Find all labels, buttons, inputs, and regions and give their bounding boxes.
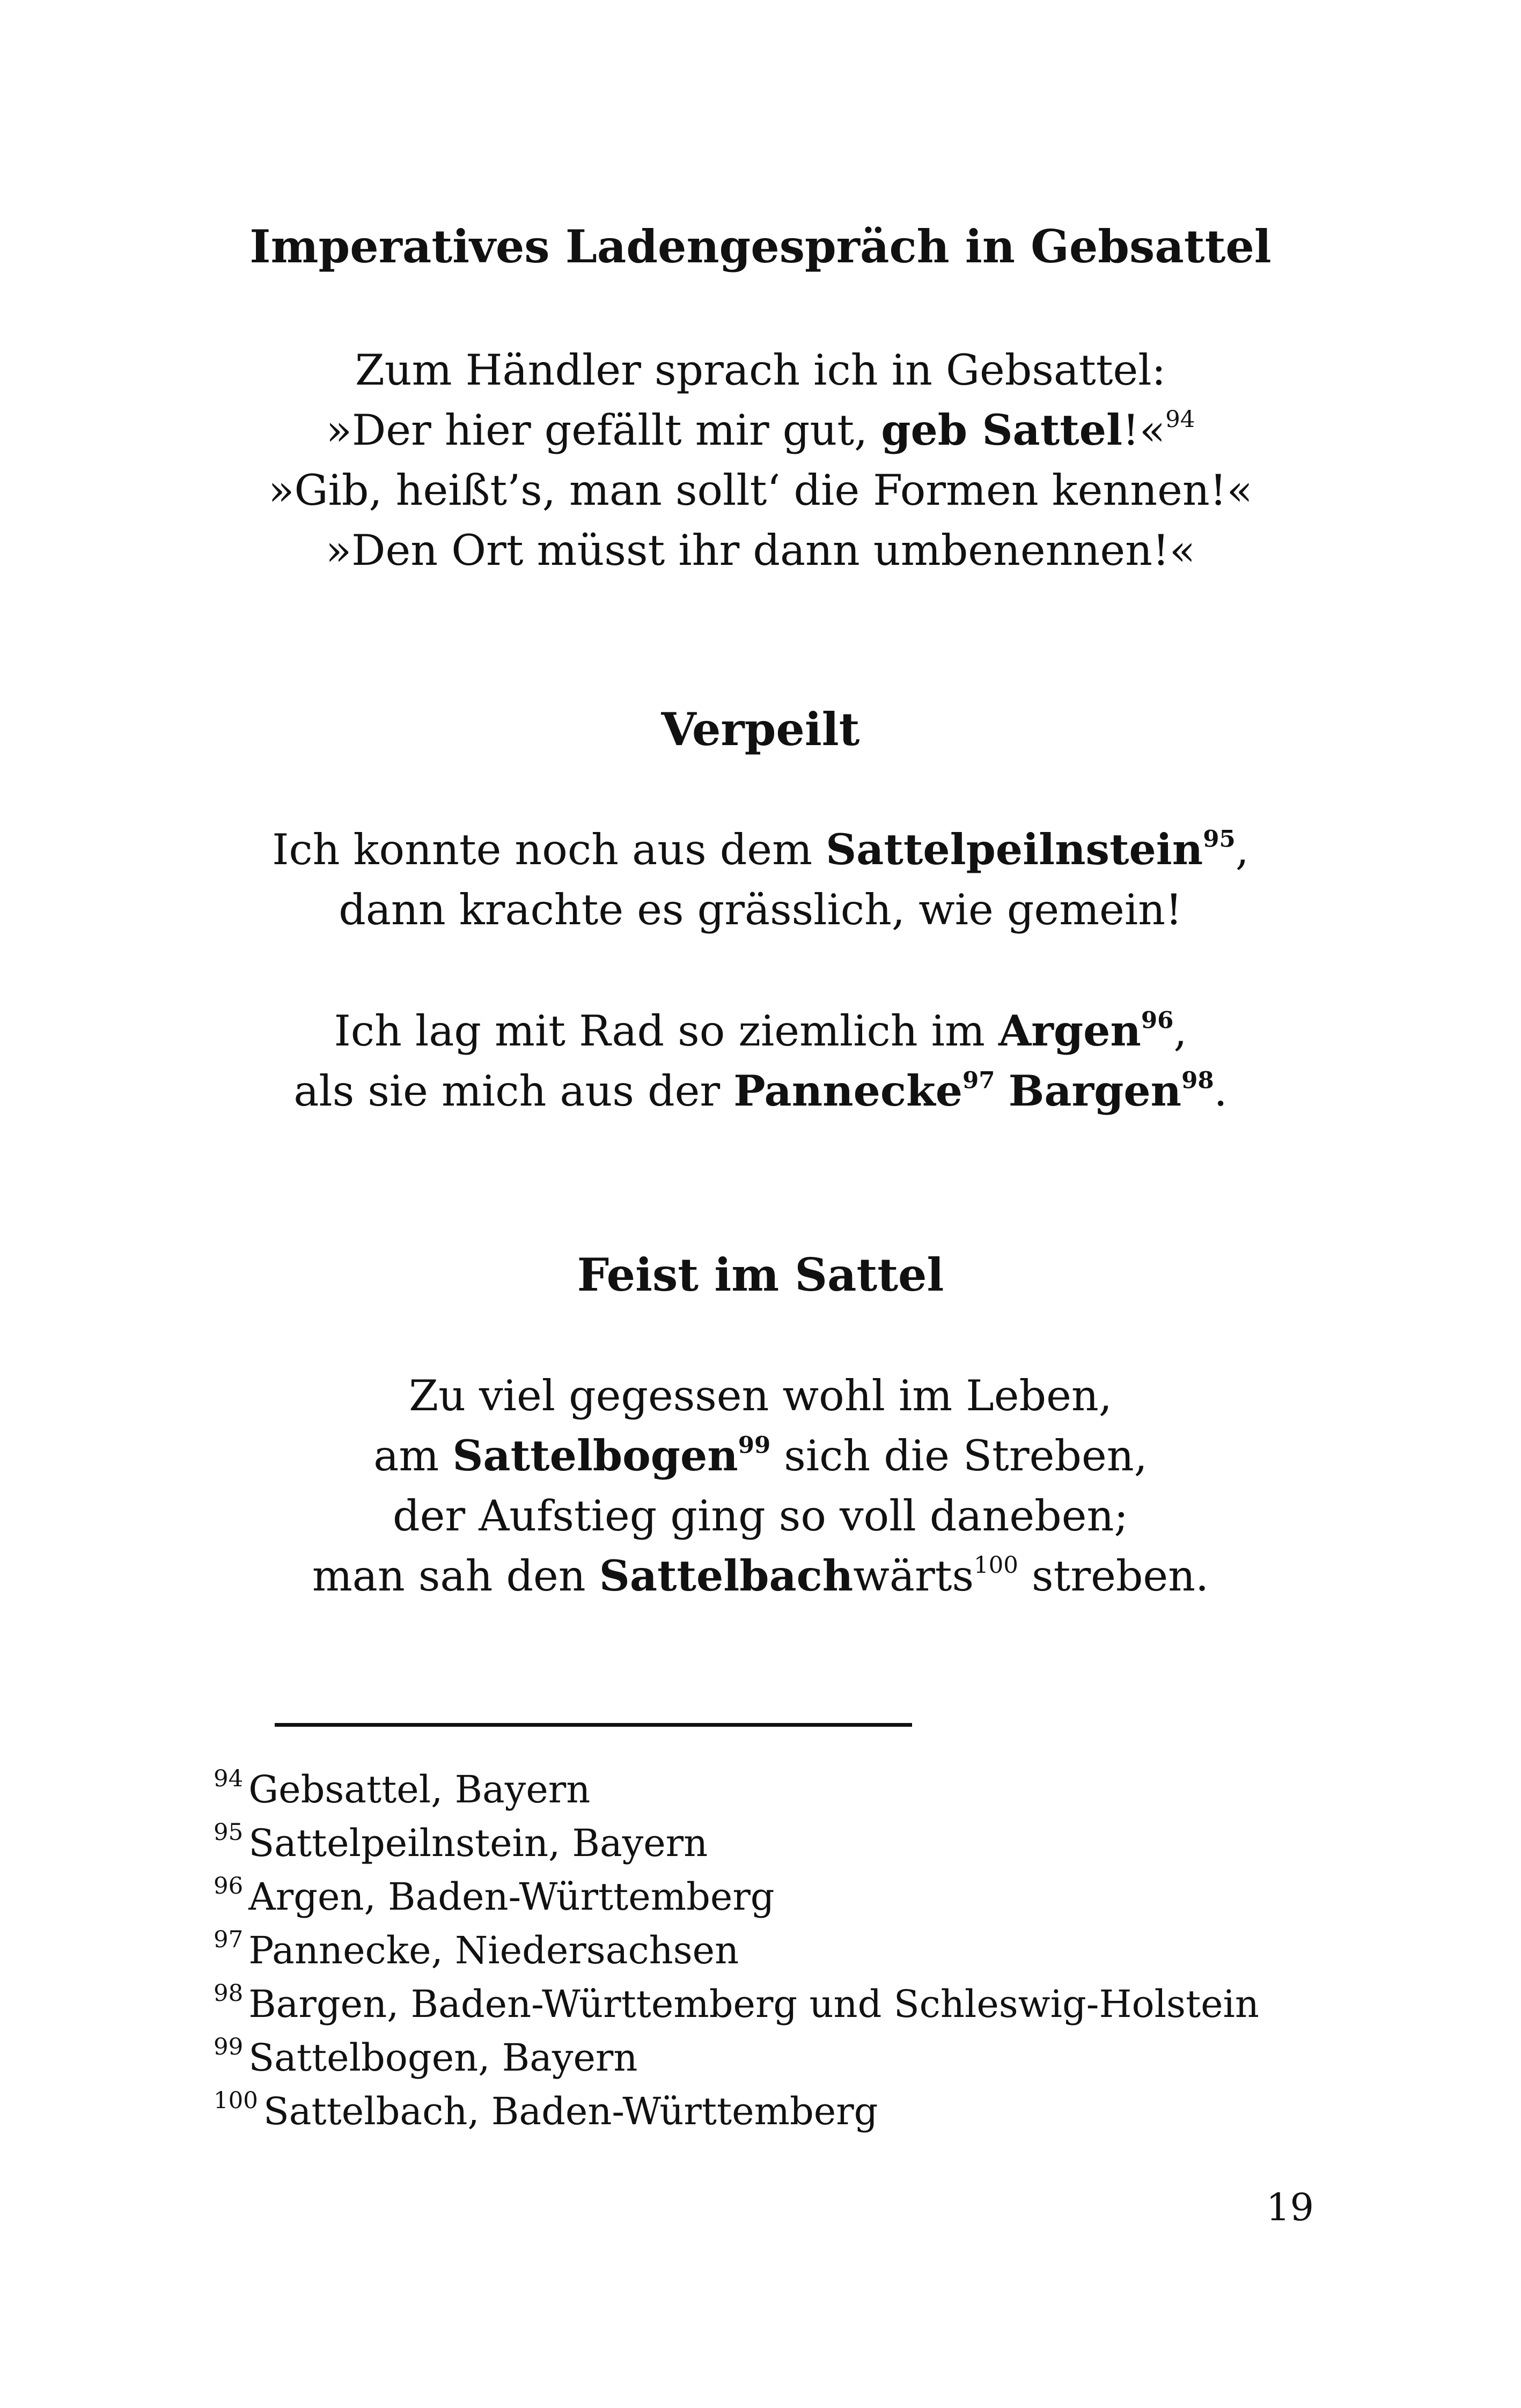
footnote-text: Pannecke, Niedersachsen [248,1928,739,1972]
footnote-ref: 95 [1203,825,1236,853]
place-name: Sattelbach [599,1551,854,1601]
place-name: Argen [998,1006,1141,1056]
verse-text: !« [1122,406,1166,455]
footnote-ref: 94 [1165,406,1195,433]
footnote-text: Sattelbogen, Bayern [248,2036,638,2080]
poem-stanza [0,820,1521,940]
page-number: 19 [1266,2185,1314,2229]
footnote-text: Gebsattel, Bayern [248,1768,591,1811]
verse-text: wärts [853,1551,974,1601]
verse-text: Zu viel gegessen wohl im Leben, [409,1371,1112,1420]
verse-line [0,1061,1521,1121]
verse-text: als sie mich aus der [293,1066,734,1116]
footnote-ref: 98 [1181,1066,1214,1094]
footnote-number: 99 [214,2033,244,2060]
footnote-text: Sattelbach, Baden-Württemberg [263,2089,878,2133]
verse-text: sich die Streben, [770,1431,1148,1481]
footnote-number: 97 [214,1926,244,1953]
footnote [214,1816,708,1870]
poem-title: Feist im Sattel [577,1248,944,1301]
verse-line [0,820,1521,880]
verse-text: »Den Ort müsst ihr dann umbenennen!« [325,526,1196,575]
verse-text: am [373,1431,453,1481]
footnote [214,2085,878,2138]
verse-line [0,1546,1521,1606]
verse-text: , [1173,1006,1187,1056]
verse-text [995,1066,1008,1116]
verse-line [0,400,1521,460]
footnote-number: 94 [214,1765,244,1792]
footnote [214,1977,1259,2031]
footnote-ref: 99 [738,1431,771,1459]
poem-title: Verpeilt [661,703,860,756]
verse-text: »Gib, heißt’s, man sollt‘ die Formen kennen!« [268,466,1253,515]
footnote-number: 98 [214,1979,244,2007]
footnote-ref: 100 [974,1552,1018,1579]
verse-text: Ich lag mit Rad so ziemlich im [334,1006,998,1056]
verse-line [0,340,1521,400]
verse-text: Zum Händler sprach ich in Gebsattel: [355,345,1166,395]
verse-line [0,1426,1521,1486]
footnote-number: 96 [214,1872,244,1899]
verse-line [0,460,1521,520]
place-name: Pannecke [733,1066,962,1116]
footnote [214,1870,775,1924]
footnote-ref: 97 [962,1066,995,1094]
verse-text: dann krachte es grässlich, wie gemein! [339,885,1182,934]
verse-text: Ich konnte noch aus dem [272,825,826,874]
place-name: Sattelpeilnstein [826,824,1203,874]
verse-line [0,520,1521,580]
footnote [214,2031,637,2085]
verse-line [0,1486,1521,1546]
poem-stanza [0,1001,1521,1121]
footnote-text: Sattelpeilnstein, Bayern [248,1821,708,1865]
footnote-text: Argen, Baden-Württemberg [248,1875,775,1919]
footnote-number: 95 [214,1818,244,1846]
place-name: geb Sattel [881,405,1122,455]
verse-text: »Der hier gefällt mir gut, [326,406,881,455]
verse-text: , [1235,825,1249,874]
poem-stanza [0,1366,1521,1606]
verse-text: . [1214,1066,1228,1116]
verse-text: man sah den [312,1551,599,1601]
footnote-separator [275,1723,912,1727]
verse-text: streben. [1018,1551,1209,1601]
poem-title: Imperatives Ladengespräch in Gebsattel [249,220,1272,273]
footnote-text: Bargen, Baden-Württemberg und Schleswig-Holstein [248,1982,1259,2026]
footnote-number: 100 [214,2087,258,2114]
footnote-ref: 96 [1141,1006,1174,1034]
verse-line [0,1001,1521,1061]
verse-line [0,1366,1521,1426]
verse-text: der Aufstieg ging so voll daneben; [393,1491,1128,1541]
footnote [214,1763,590,1816]
poem-stanza [0,340,1521,580]
footnote [214,1924,739,1977]
place-name: Bargen [1008,1066,1182,1116]
verse-line [0,880,1521,940]
place-name: Sattelbogen [452,1431,738,1481]
